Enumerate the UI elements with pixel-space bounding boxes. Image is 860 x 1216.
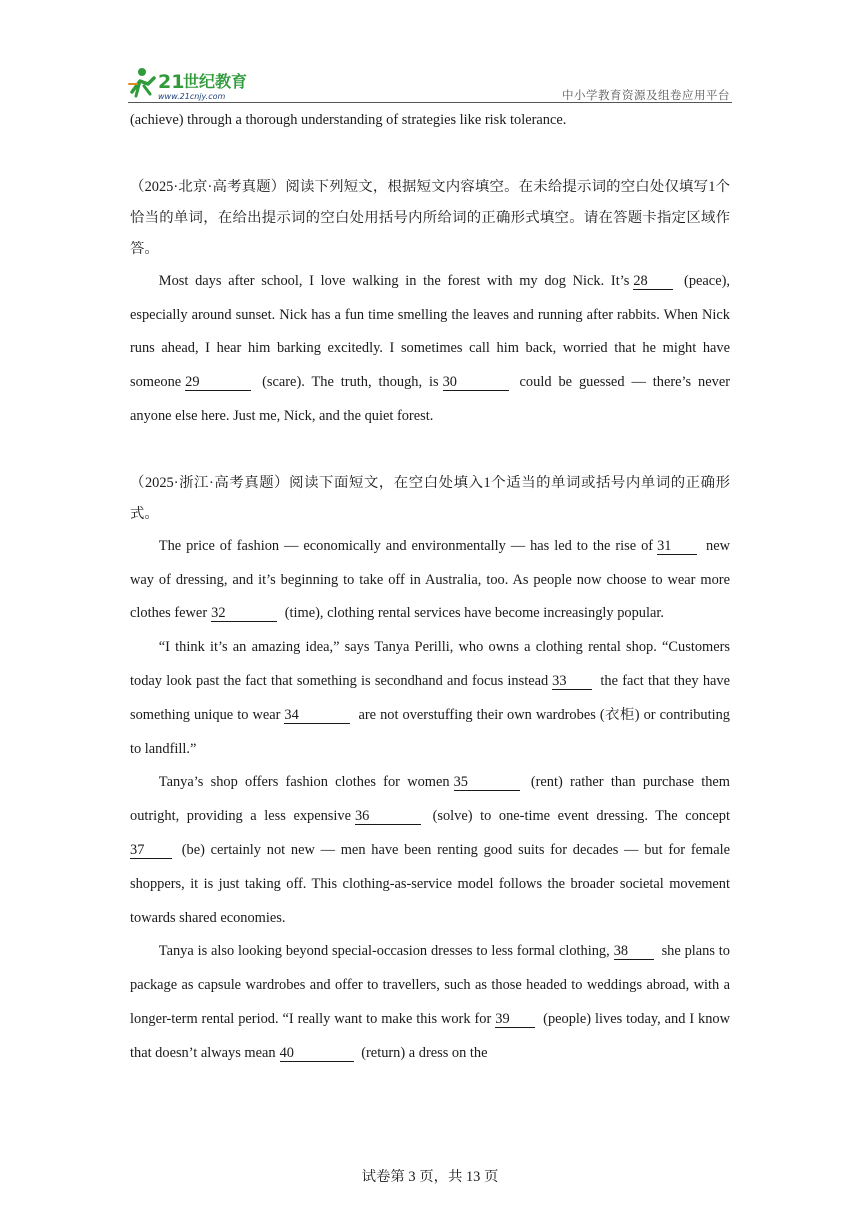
passage-paragraph: “I think it’s an amazing idea,” says Tanya Perilli, who owns a clothing rental shop. “Customers today look past the fact that something is secondhand and focus instead 33 the fact that they have something unique to wear 34 are not overstuffing their own wardrobes (衣柜) or contributing to landfill.” <box>130 639 730 757</box>
passage-paragraph: The price of fashion — economically and environmentally — has led to the rise of 31 new way of dressing, and it’s beginning to take off in Australia, too. As people now choose to wear more clothes fewer 32 (time), clothing rental services have become increasingly popular. <box>130 537 730 622</box>
blank-32[interactable]: 32 <box>211 606 277 622</box>
blank-35[interactable]: 35 <box>454 775 520 791</box>
header-tagline: 中小学教育资源及组卷应用平台 <box>562 88 730 102</box>
site-logo <box>128 66 278 102</box>
previous-passage-end: (achieve) through a thorough understanding of strategies like risk tolerance. <box>130 112 567 128</box>
svg-text:www.21cnjy.com: www.21cnjy.com <box>158 92 226 101</box>
blank-38[interactable]: 38 <box>614 944 654 960</box>
blank-39[interactable]: 39 <box>495 1012 535 1028</box>
document-body <box>130 104 730 1071</box>
header-divider <box>128 102 732 103</box>
blank-30[interactable]: 30 <box>443 375 509 391</box>
blank-40[interactable]: 40 <box>280 1046 354 1062</box>
blank-34[interactable]: 34 <box>284 708 350 724</box>
svg-text:21: 21 <box>158 71 185 93</box>
passage-paragraph: Most days after school, I love walking in the forest with my dog Nick. It’s 28 (peace), especially around sunset. Nick has a fun time smelling the leaves and running after rabbits. When Nick runs ahead, I hear him barking excitedly. I sometimes call him back, worried that he might have someone 29 (scare). The truth, though, is 30 could be guessed — there’s never anyone else here. Just me, Nick, and the quiet forest. <box>130 272 731 424</box>
passage-paragraph: Tanya’s shop offers fashion clothes for women 35 (rent) rather than purchase them outright, providing a less expensive 36 (solve) to one-time event dressing. The concept 37 (be) certainly not new — men have been renting good suits for decades — but for female shoppers, it is just taking off. This clothing-as-service model follows the broader societal movement towards shared economies. <box>130 774 731 926</box>
page-number-footer: 试卷第 3 页，共 13 页 <box>361 1169 499 1185</box>
blank-29[interactable]: 29 <box>185 375 251 391</box>
question-instruction-beijing: （2025·北京·高考真题）阅读下列短文，根据短文内容填空。在未给提示词的空白处仅填写1个恰当的单词，在给出提示词的空白处用括号内所给词的正确形式填空。请在答题卡指定区域作答。 <box>130 178 730 257</box>
page-header <box>128 60 732 104</box>
blank-33[interactable]: 33 <box>552 674 592 690</box>
blank-37[interactable]: 37 <box>130 843 172 859</box>
runner-icon <box>129 68 154 96</box>
logo-wordmark: 世纪教育 <box>183 72 248 91</box>
blank-31[interactable]: 31 <box>657 539 697 555</box>
blank-28[interactable]: 28 <box>633 274 673 290</box>
question-instruction-zhejiang: （2025·浙江·高考真题）阅读下面短文，在空白处填入1个适当的单词或括号内单词的正确形式。 <box>130 474 730 522</box>
passage-paragraph: Tanya is also looking beyond special-occasion dresses to less formal clothing, 38 she plans to package as capsule wardrobes and offer to travellers, such as those headed to weddings abroad, with a longer-term rental period. “I really want to make this work for 39 (people) lives today, and I know that doesn’t always mean 40 (return) a dress on the <box>130 943 730 1061</box>
blank-36[interactable]: 36 <box>355 809 421 825</box>
